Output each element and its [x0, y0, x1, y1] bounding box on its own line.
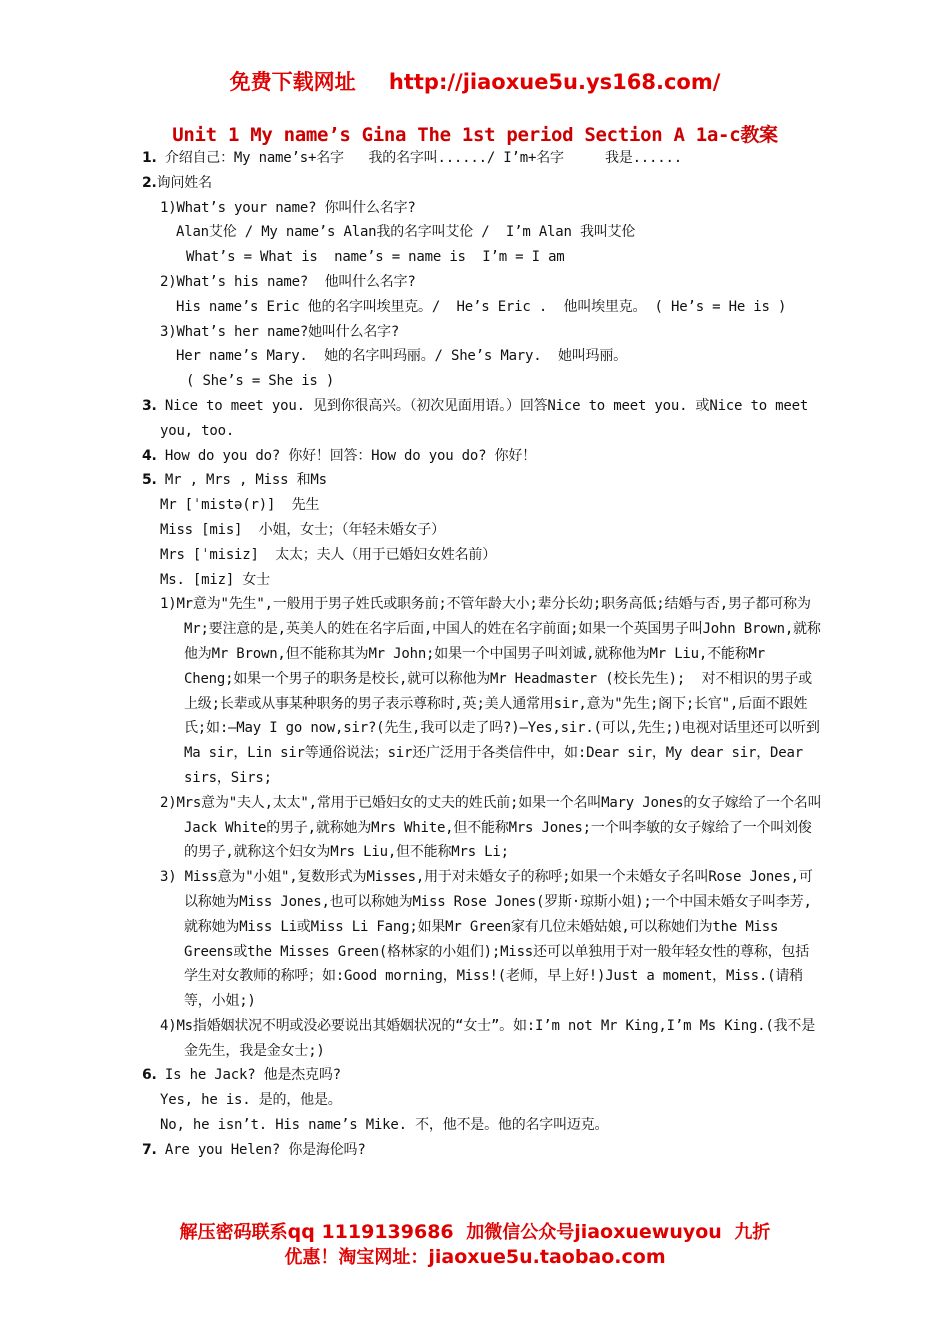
- item-number: 5.: [142, 472, 157, 489]
- footer-taobao-link[interactable]: jiaoxue5u.taobao.com: [428, 1246, 666, 1268]
- contraction-line: ( She’s = She is ): [186, 373, 335, 390]
- item-text: How do you do? 你好！回答：How do you do? 你好！: [164, 447, 536, 464]
- example-line: His name’s Eric 他的名字叫埃里克。/ He’s Eric . 他叫埃里克。 ( He’s = He is ): [176, 298, 787, 315]
- item-number: 1.: [142, 150, 157, 166]
- header-url-link[interactable]: http://jiaoxue5u.ys168.com/: [388, 70, 721, 94]
- item-text: Are you Helen? 你是海伦吗?: [164, 1141, 366, 1158]
- note-mrs: 2)Mrs意为"夫人,太太",常用于已婚妇女的丈夫的姓氏前;如果一个名叫Mary Jones的女子嫁给了一个名叫Jack White的男子,就称她为Mrs White,但不能称Mrs Jones;一个叫李敏的女子嫁给了一个叫刘俊的男子,就称这个妇女为Mrs Liu,但不能称Mrs Li;: [160, 794, 822, 861]
- item-4: [142, 444, 822, 469]
- note-miss: 3) Miss意为"小姐",复数形式为Misses,用于对未婚女子的称呼;如果一个未婚女子名叫Rose Jones,可以称她为Miss Jones,也可以称她为Miss Rose Jones(罗斯·琼斯小姐);一个中国未婚女子叫李芳,就称她为Miss Li或Miss Li Fang;如果Mr Green家有几位未婚姑娘,可以称她们为the Miss Greens或the Misses Green(格林家的小姐们);Miss还可以单独用于对一般年轻女性的尊称，包括学生对女教师的称呼；如:Good morning，Miss!(老师，早上好!)Just a moment，Miss.(请稍等，小姐;): [160, 869, 813, 1010]
- footer-line-2: [0, 1245, 950, 1270]
- example-line: Her name’s Mary. 她的名字叫玛丽。/ She’s Mary. 她叫玛丽。: [176, 348, 627, 365]
- item-2: [142, 171, 822, 196]
- vocab-miss: Miss [mis] 小姐，女士；（年轻未婚女子）: [160, 521, 445, 538]
- subitem-3: 3)What’s her name?她叫什么名字?: [160, 323, 400, 340]
- footer-text: 九折: [734, 1222, 771, 1243]
- footer-qq: qq 1119139686: [287, 1221, 454, 1243]
- item-number: 7.: [142, 1141, 157, 1158]
- footer-text: 优惠！淘宝网址：: [284, 1247, 429, 1268]
- item-6: [142, 1063, 822, 1088]
- header-prefix: 免费下载网址: [229, 70, 356, 94]
- document-title: Unit 1 My name’s Gina The 1st period Section A 1a-c教案: [172, 124, 778, 146]
- answer-no: No, he isn’t. His name’s Mike. 不，他不是。他的名字叫迈克。: [160, 1117, 609, 1134]
- item-7: [142, 1138, 822, 1163]
- item-text: Is he Jack? 他是杰克吗?: [164, 1067, 341, 1084]
- document-body: [142, 146, 822, 1163]
- item-number: 6.: [142, 1067, 157, 1084]
- subitem-2: 2)What’s his name? 他叫什么名字?: [160, 273, 416, 290]
- note-ms: 4)Ms指婚姻状况不明或没必要说出其婚姻状况的“女士”。如:I’m not Mr King,I’m Ms King.(我不是金先生，我是金女士;): [160, 1017, 816, 1059]
- footer-text: 解压密码联系: [179, 1222, 288, 1243]
- example-line: Alan艾伦 / My name’s Alan我的名字叫艾伦 / I’m Alan 我叫艾伦: [176, 224, 636, 241]
- page-footer: [0, 1220, 950, 1270]
- footer-line-1: [0, 1220, 950, 1245]
- item-text: Nice to meet you. 见到你很高兴。（初次见面用语。）回答Nice to meet you. 或Nice to meet you, too.: [160, 397, 817, 439]
- item-5: [142, 468, 822, 493]
- footer-text: 加微信公众号: [466, 1222, 575, 1243]
- page-header: [0, 66, 950, 96]
- item-number: 4.: [142, 447, 157, 464]
- item-3: [142, 394, 822, 444]
- vocab-mrs: Mrs [ˈmisiz] 太太；夫人（用于已婚妇女姓名前）: [160, 546, 497, 563]
- item-text: 介绍自己：My name’s+名字 我的名字叫....../ I’m+名字 我是......: [164, 150, 682, 166]
- subitem-1: 1)What’s your name? 你叫什么名字?: [160, 199, 416, 216]
- item-1: [142, 146, 822, 171]
- answer-yes: Yes, he is. 是的，他是。: [160, 1092, 342, 1109]
- contraction-line: What’s = What is name’s = name is I’m = I am: [186, 249, 565, 266]
- note-mr: 1)Mr意为"先生",一般用于男子姓氏或职务前;不管年龄大小;辈分长幼;职务高低;结婚与否,男子都可称为Mr;要注意的是,英美人的姓在名字后面,中国人的姓在名字前面;如果一个英国男子叫John Brown,就称他为Mr Brown,但不能称其为Mr John;如果一个中国男子叫刘诚,就称他为Mr Liu,不能称Mr Cheng;如果一个男子的职务是校长,就可以称他为Mr Headmaster (校长先生); 对不相识的男子或上级;长辈或从事某种职务的男子表示尊称时,英;美人通常用sir,意为"先生;阁下;长官",后面不跟姓氏;如:—May I go now,sir?(先生,我可以走了吗?)—Yes,sir.(可以,先生;)电视对话里还可以听到Ma sir，Lin sir等通俗说法；sir还广泛用于各类信件中，如:Dear sir，My dear sir，Dear sirs，Sirs;: [160, 596, 821, 786]
- item-number: 3.: [142, 397, 157, 414]
- vocab-ms: Ms. [miz] 女士: [160, 571, 270, 588]
- footer-wechat: jiaoxuewuyou: [574, 1221, 722, 1243]
- item-text: Mr , Mrs , Miss 和Ms: [164, 472, 327, 489]
- item-number: 2.: [142, 174, 157, 191]
- item-text: 询问姓名: [156, 174, 212, 191]
- vocab-mr: Mr [ˈmistə(r)] 先生: [160, 497, 320, 514]
